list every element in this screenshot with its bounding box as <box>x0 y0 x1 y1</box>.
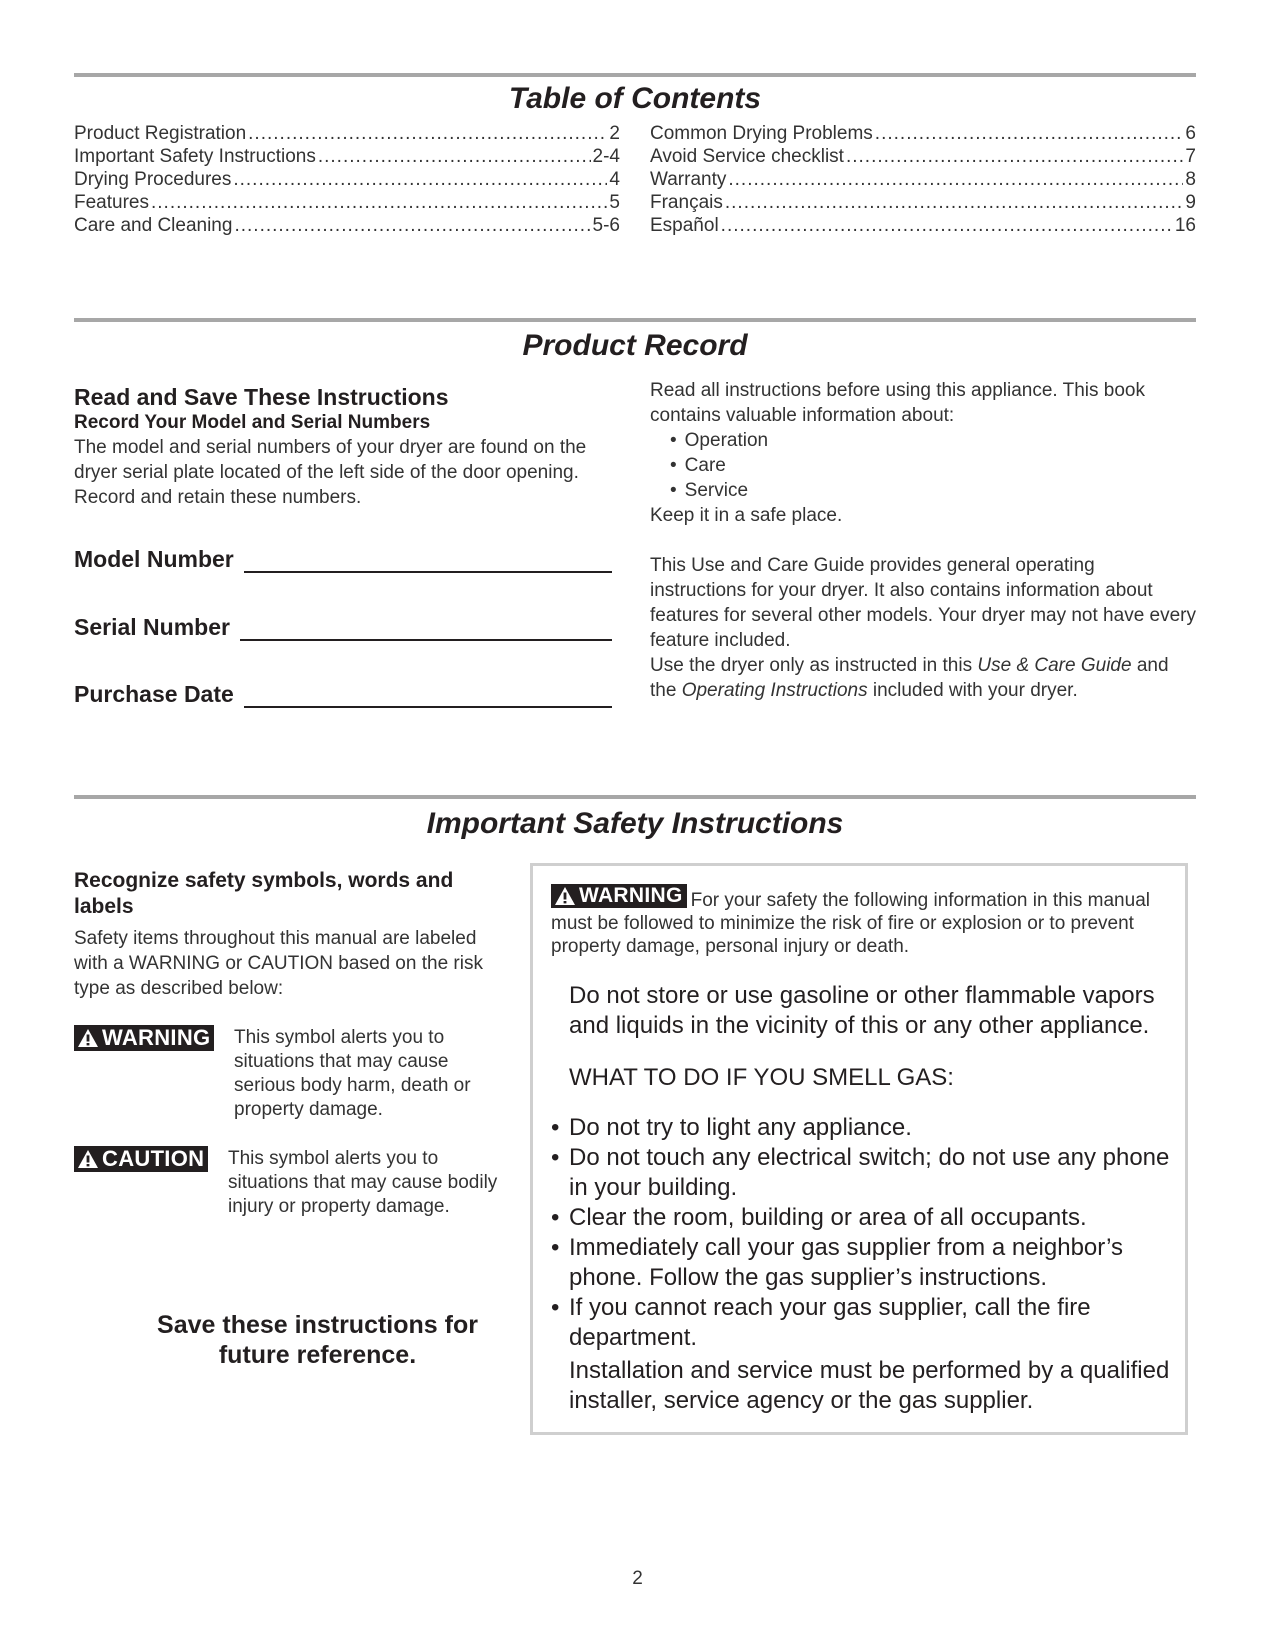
smell-gas-heading: WHAT TO DO IF YOU SMELL GAS: <box>569 1064 954 1091</box>
toc-entry[interactable]: Français ..... 9 <box>650 191 1196 214</box>
warning-triangle-icon <box>77 1149 99 1169</box>
product-record-title: Product Record <box>522 329 748 362</box>
gas-warning-box <box>530 863 1188 1435</box>
warning-triangle-icon <box>77 1028 99 1048</box>
list-item: • Operation <box>670 428 1196 453</box>
toc-top-rule <box>74 73 1196 77</box>
toc-entry[interactable]: Features ..... 5 <box>74 191 620 214</box>
caution-description: This symbol alerts you to situations that may cause bodily injury or property damage. <box>228 1148 498 1217</box>
toc-left-column <box>74 122 620 237</box>
list-item: • Care <box>670 453 1196 478</box>
toc-entry[interactable]: Product Registration ..... 2 <box>74 122 620 145</box>
list-item: • Clear the room, building or area of all occupants. <box>551 1203 1171 1233</box>
warning-badge: WARNING <box>74 1025 214 1051</box>
warning-triangle-icon <box>554 886 576 906</box>
page-number: 2 <box>632 1568 643 1589</box>
info-bullet-list <box>650 428 1196 503</box>
list-item: • Do not try to light any appliance. <box>551 1113 1171 1143</box>
box-intro: WARNING For your safety the following information in this manual must be followed to minimize the risk of fire or explosion or to prevent property damage, personal injury or death. <box>551 884 1150 957</box>
safety-rule <box>74 795 1196 799</box>
toc-entry[interactable]: Common Drying Problems ..... 6 <box>650 122 1196 145</box>
warning-description: This symbol alerts you to situations that may cause serious body harm, death or property damage. <box>234 1027 471 1120</box>
toc-right-column <box>650 122 1196 237</box>
serial-number-label: Serial Number <box>74 614 230 640</box>
recognize-body: Safety items throughout this manual are labeled with a WARNING or CAUTION based on the risk type as described below: <box>74 928 483 999</box>
toc-entry[interactable]: Español ..... 16 <box>650 214 1196 237</box>
model-number-field[interactable] <box>74 545 612 573</box>
list-item: • If you cannot reach your gas supplier, call the fire department. <box>551 1293 1171 1353</box>
caution-symbol <box>74 1146 208 1174</box>
list-item: • Immediately call your gas supplier from a neighbor’s phone. Follow the gas supplier’s instructions. <box>551 1233 1171 1293</box>
product-record-rule <box>74 318 1196 322</box>
toc-entry[interactable]: Care and Cleaning ..... 5-6 <box>74 214 620 237</box>
box-warning-badge: WARNING <box>551 884 687 908</box>
use-dryer-text: Use the dryer only as instructed in this Use & Care Guide and the Operating Instructions included with your dryer. <box>650 655 1169 701</box>
guide-text: This Use and Care Guide provides general operating instructions for your dryer. It also contains information about features for several other models. Your dryer may not have every feature included. <box>650 555 1196 651</box>
purchase-date-label: Purchase Date <box>74 681 234 707</box>
product-record-left <box>74 383 624 510</box>
safety-title: Important Safety Instructions <box>426 807 844 840</box>
recognize-heading: Recognize safety symbols, words and labels <box>74 869 454 918</box>
serial-number-line[interactable] <box>240 617 612 641</box>
toc-entry[interactable]: Important Safety Instructions ..... 2-4 <box>74 145 620 168</box>
gasoline-warning-text: Do not store or use gasoline or other flammable vapors and liquids in the vicinity of this or any other appliance. <box>569 982 1155 1039</box>
record-numbers-subheading: Record Your Model and Serial Numbers <box>74 412 431 433</box>
toc-title: Table of Contents <box>508 82 762 115</box>
installation-note: Installation and service must be performed by a qualified installer, service agency or the gas supplier. <box>569 1357 1170 1414</box>
gas-steps-list <box>551 1113 1171 1353</box>
toc-entry[interactable]: Avoid Service checklist ..... 7 <box>650 145 1196 168</box>
model-number-line[interactable] <box>244 549 612 573</box>
purchase-date-line[interactable] <box>244 684 612 708</box>
keep-safe-text: Keep it in a safe place. <box>650 505 843 526</box>
warning-symbol <box>74 1025 214 1053</box>
caution-badge: CAUTION <box>74 1146 208 1172</box>
model-number-label: Model Number <box>74 546 234 572</box>
serial-number-field[interactable] <box>74 613 612 641</box>
recognize-section <box>74 868 504 1001</box>
purchase-date-field[interactable] <box>74 680 612 708</box>
toc-entry[interactable]: Drying Procedures ..... 4 <box>74 168 620 191</box>
read-all-text: Read all instructions before using this appliance. This book contains valuable information about: <box>650 380 1145 426</box>
list-item: • Do not touch any electrical switch; do not use any phone in your building. <box>551 1143 1171 1203</box>
toc-entry[interactable]: Warranty ..... 8 <box>650 168 1196 191</box>
read-save-heading: Read and Save These Instructions <box>74 384 449 410</box>
list-item: • Service <box>670 478 1196 503</box>
product-record-right <box>650 378 1196 703</box>
serial-plate-text: The model and serial numbers of your dryer are found on the dryer serial plate located of the left side of the door opening. Record and retain these numbers. <box>74 437 587 508</box>
save-note: Save these instructions for future reference. <box>157 1311 478 1369</box>
